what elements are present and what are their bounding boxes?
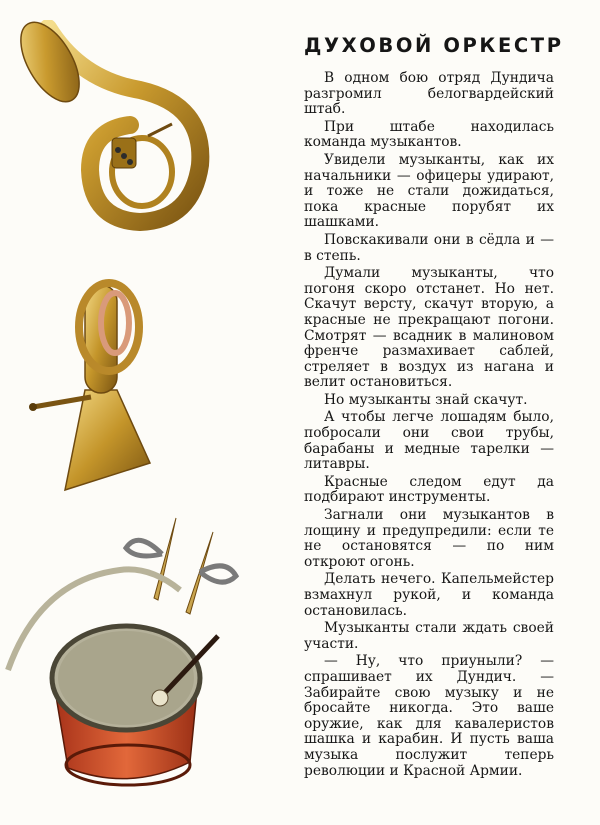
article-paragraph: — Ну, что приуныли? — спрашивает их Дундич. — Забирайте свою музыку и не бросайте никогда. Это ваше оружие, как для кавалеристов шашка и карабин. И пусть ваша музыка послужит теперь революции и Красной Армии.: [304, 653, 554, 779]
baritone-horn-illustration: [25, 265, 175, 500]
article-paragraph: Музыканты стали ждать своей участи.: [304, 620, 554, 652]
article-paragraph: Красные следом едут да подбирают инструменты.: [304, 473, 554, 506]
article-paragraph: Увидели музыканты, как их начальники — офицеры удирают, и тоже не стали дожидаться, пока красные порубят их шашками.: [304, 151, 554, 231]
article-paragraph: В одном бою отряд Дундича разгромил белогвардейский штаб.: [304, 70, 554, 118]
article-title: ДУХОВОЙ ОРКЕСТР: [304, 34, 564, 57]
article-column: [304, 34, 564, 781]
article-paragraph: Делать нечего. Капельмейстер взмахнул рукой, и команда остановилась.: [304, 571, 554, 619]
article-paragraph: Повскакивали они в сёдла и — в степь.: [304, 231, 554, 264]
helicon-horn-illustration: [20, 20, 230, 240]
article-paragraph: А чтобы легче лошадям было, побросали они свои трубы, барабаны и медные тарелки — литавры.: [304, 409, 554, 473]
drum-illustration: [0, 560, 235, 800]
article-paragraph: Думали музыканты, что погоня скоро отстанет. Но нет. Скачут версту, скачут вторую, а красные не прекращают погони. Смотрят — всадник в малиновом френче размахивает саблей, стреляет в воздух из нагана и велит остановиться.: [304, 265, 554, 391]
article-paragraph: Но музыканты знай скачут.: [324, 391, 528, 408]
article-paragraph: При штабе находилась команда музыкантов.: [304, 118, 554, 151]
article-paragraph: Загнали они музыкантов в лощину и предупредили: если те не остановятся — по ним откроют огонь.: [304, 507, 554, 570]
